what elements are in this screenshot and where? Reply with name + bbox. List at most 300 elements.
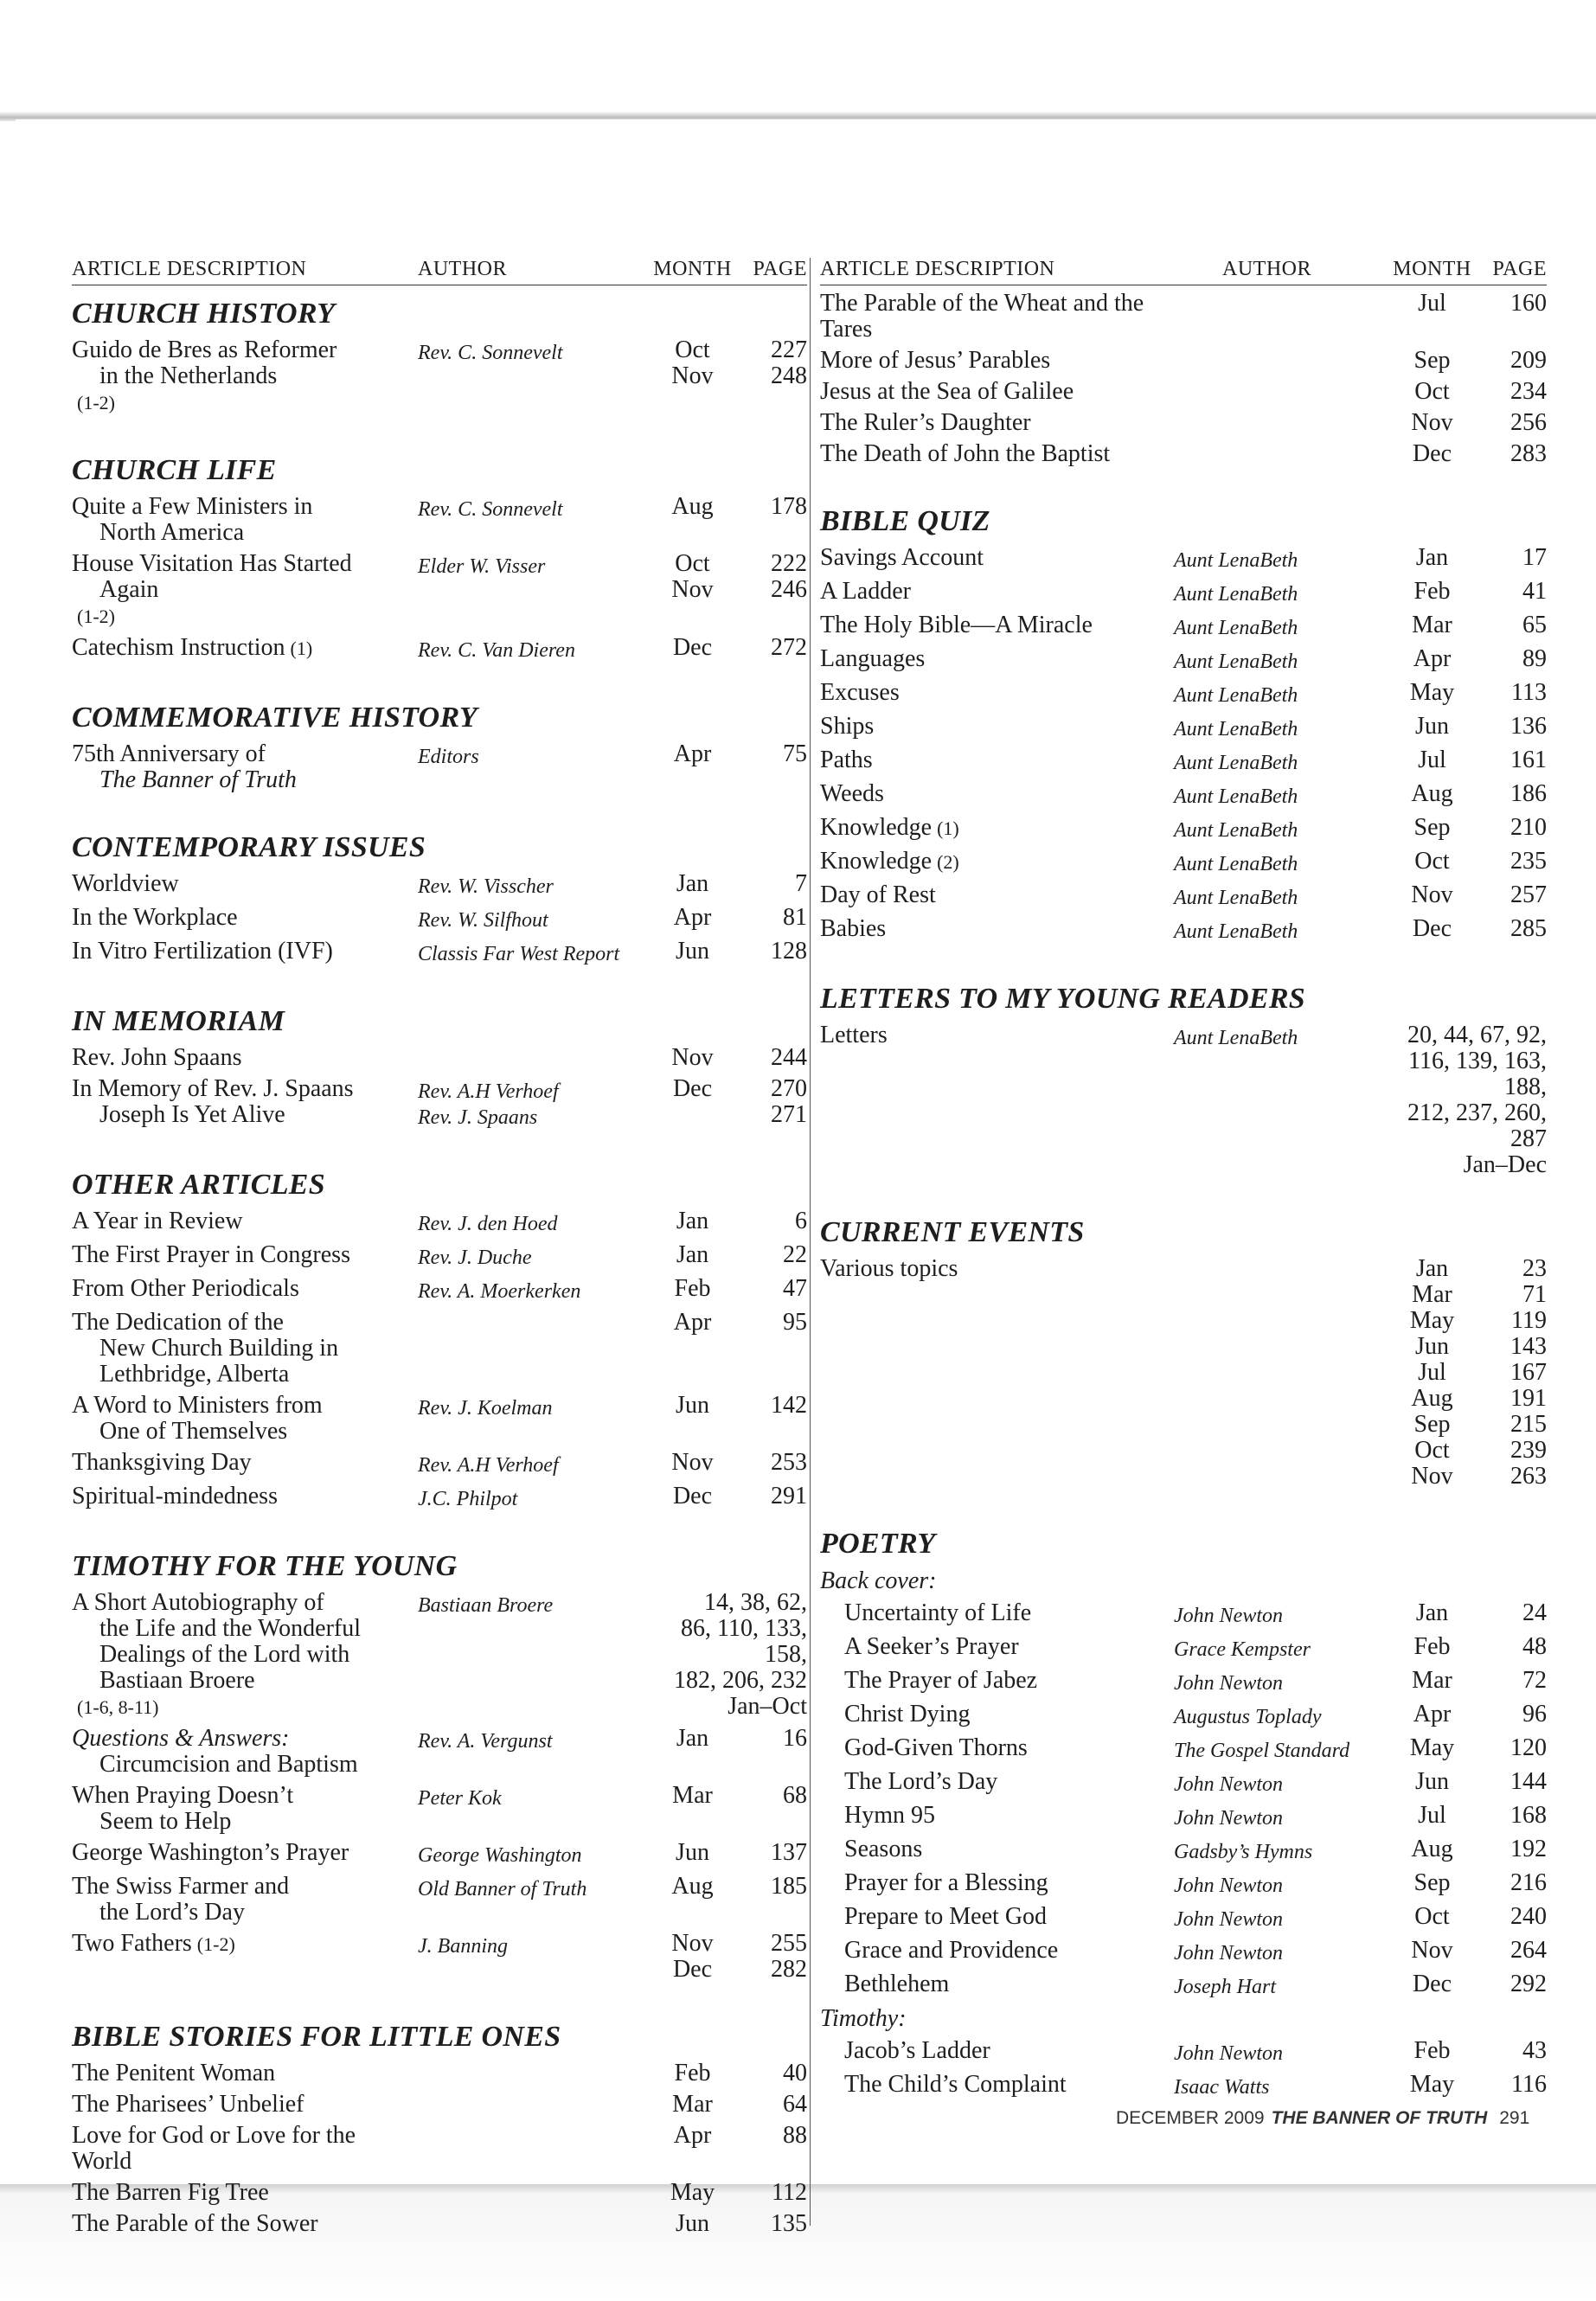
entry-title (72, 1835, 418, 1868)
entry-title (72, 866, 418, 900)
entry-title-line: A Seeker’s Prayer (844, 1633, 1019, 1660)
entry-page (1473, 1251, 1547, 1490)
entry-title (72, 1868, 418, 1926)
index-entry-row (820, 1899, 1547, 1932)
entry-title (72, 1926, 418, 1983)
entry-page (734, 630, 807, 663)
entry-page (1473, 877, 1547, 911)
entry-page (1473, 374, 1547, 405)
entry-author (418, 332, 651, 416)
month-value: Oct (1414, 1903, 1450, 1930)
entry-author (1170, 675, 1391, 708)
month-value: Apr (673, 904, 712, 931)
entry-month (1391, 675, 1473, 708)
entry-month (651, 1778, 734, 1835)
author-name: Aunt LenaBeth (1174, 651, 1298, 673)
entry-author (1170, 285, 1391, 343)
entry-title-line: Worldview (72, 870, 179, 897)
section-title: CONTEMPORARY ISSUES (72, 831, 426, 863)
index-entry-row (72, 332, 807, 416)
index-entry-row (820, 1595, 1547, 1629)
page-value: 41 (1522, 578, 1547, 605)
author-name: The Gospel Standard (1174, 1740, 1350, 1762)
entry-title-line: Weeds (820, 780, 884, 807)
page-value: 23 (1522, 1255, 1547, 1282)
section-heading-row (72, 793, 807, 866)
month-value: Jun (1415, 713, 1449, 740)
month-value: Jul (1418, 1359, 1446, 1386)
entry-part-label: (1-6, 8-11) (77, 1696, 159, 1718)
entry-month (651, 2206, 734, 2237)
index-entry-row (820, 1831, 1547, 1865)
entry-month (1391, 742, 1473, 776)
entry-page (1473, 1595, 1547, 1629)
entry-month (651, 1071, 734, 1131)
section-title: TIMOTHY FOR THE YOUNG (72, 1550, 458, 1582)
page-value: 143 (1510, 1333, 1547, 1360)
index-entry-row (820, 708, 1547, 742)
entry-title (72, 2175, 418, 2206)
entry-title (820, 1629, 1170, 1663)
page-value: 246 (771, 576, 807, 603)
section-heading-row (72, 285, 807, 333)
entry-page-list (1391, 1017, 1547, 1178)
section-heading-row (72, 1512, 807, 1585)
right-index-table (820, 119, 1547, 2100)
subheading-row (820, 2000, 1547, 2033)
index-page (16, 119, 1596, 2237)
entry-page (734, 2118, 807, 2175)
month-value: Sep (1413, 1869, 1451, 1896)
author-name: Rev. J. den Hoed (418, 1213, 558, 1235)
entry-author (1170, 1017, 1391, 1178)
entry-page (734, 1040, 807, 1071)
header-page: PAGE (734, 119, 807, 285)
section-title: POETRY (820, 1528, 936, 1560)
author-name: Aunt LenaBeth (1174, 684, 1298, 707)
entry-page (734, 546, 807, 630)
month-value: Sep (1413, 347, 1451, 374)
page-value: 64 (783, 2091, 807, 2118)
entry-page (734, 1868, 807, 1926)
month-value: Nov (671, 1044, 714, 1071)
entry-title-line: The Pharisees’ Unbelief (72, 2091, 304, 2118)
author-name: Augustus Toplady (1174, 1706, 1322, 1728)
entry-month (651, 1203, 734, 1237)
month-value: Nov (671, 1449, 714, 1476)
entry-page (734, 1304, 807, 1388)
entry-title (72, 1304, 418, 1388)
entry-month (651, 2175, 734, 2206)
entry-author (418, 2206, 651, 2237)
author-name: John Newton (1174, 1672, 1283, 1695)
entry-author (418, 1271, 651, 1304)
page-value: 256 (1510, 409, 1547, 436)
entry-title-line: Again (99, 576, 159, 603)
entry-title (820, 1831, 1170, 1865)
index-entry-row (820, 436, 1547, 467)
entry-page (734, 1835, 807, 1868)
page-value: 43 (1522, 2037, 1547, 2064)
entry-title (820, 405, 1170, 436)
section-heading-row (72, 416, 807, 489)
month-value: May (1409, 2071, 1455, 2098)
month-value: Sep (1413, 814, 1451, 841)
entry-page (1473, 1629, 1547, 1663)
entry-month (1391, 708, 1473, 742)
entry-title (72, 1040, 418, 1071)
entry-page (734, 933, 807, 967)
entry-month (651, 1304, 734, 1388)
entry-title-line: Excuses (820, 679, 900, 706)
entry-author (418, 489, 651, 546)
entry-author (1170, 1865, 1391, 1899)
index-entry-row (72, 1304, 807, 1388)
page-value: 244 (771, 1044, 807, 1071)
entry-title-line: The Banner of Truth (99, 766, 297, 793)
entry-author (1170, 1764, 1391, 1798)
page-value: 239 (1510, 1437, 1547, 1464)
section-heading-row (72, 1983, 807, 2055)
month-value: Dec (672, 634, 713, 661)
page-list-line: Jan–Dec (1463, 1151, 1547, 1178)
entry-author (1170, 574, 1391, 607)
page-value: 186 (1510, 780, 1547, 807)
entry-title (72, 1071, 418, 1131)
entry-title-line: Questions & Answers: (72, 1725, 290, 1752)
entry-month (1391, 1730, 1473, 1764)
author-name: Rev. W. Silfhout (418, 909, 548, 932)
entry-author (1170, 607, 1391, 641)
entry-title-line: The Lord’s Day (844, 1768, 998, 1795)
month-value: Feb (1413, 1633, 1451, 1660)
page-value: 128 (771, 938, 807, 965)
month-value: Jun (1415, 1333, 1449, 1360)
page-value: 95 (783, 1309, 807, 1336)
entry-author (418, 1926, 651, 1983)
entry-title (72, 900, 418, 933)
month-value: Mar (1412, 612, 1452, 638)
month-value: Nov (671, 1930, 714, 1957)
index-entry-row (820, 1730, 1547, 1764)
entry-title-line: The Barren Fig Tree (72, 2179, 269, 2206)
entry-page (734, 1203, 807, 1237)
author-name: John Newton (1174, 1908, 1283, 1931)
entry-title (820, 540, 1170, 574)
page-value: 72 (1522, 1667, 1547, 1694)
entry-page (1473, 2067, 1547, 2100)
entry-month (651, 1478, 734, 1512)
entry-month (1391, 776, 1473, 810)
index-entry-row (72, 1926, 807, 1983)
entry-author (1170, 2067, 1391, 2100)
index-entry-row (820, 877, 1547, 911)
page-list-line: Jan–Oct (727, 1693, 807, 1720)
entry-page (1473, 285, 1547, 343)
entry-title-line: In the Workplace (72, 904, 238, 931)
entry-author (418, 866, 651, 900)
entry-part-label: (2) (937, 851, 959, 873)
page-value: 81 (783, 904, 807, 931)
month-value: Feb (674, 1275, 711, 1302)
author-name: Grace Kempster (1174, 1638, 1311, 1661)
index-entry-row (72, 2206, 807, 2237)
entry-page (1473, 1966, 1547, 2000)
entry-page (1473, 911, 1547, 945)
index-entry-row (820, 574, 1547, 607)
section-title: LETTERS TO MY YOUNG READERS (820, 983, 1306, 1015)
author-name: John Newton (1174, 1605, 1283, 1627)
entry-title-line: Hymn 95 (844, 1802, 935, 1829)
entry-title-line: A Year in Review (72, 1208, 243, 1234)
entry-title-line: Rev. John Spaans (72, 1044, 242, 1071)
section-heading-row (72, 663, 807, 736)
entry-author (1170, 810, 1391, 843)
entry-author (418, 1445, 651, 1478)
entry-title-line: the Life and the Wonderful (99, 1615, 362, 1642)
entry-title-line: The Parable of the Sower (72, 2210, 318, 2237)
entry-month (651, 1271, 734, 1304)
entry-page (1473, 742, 1547, 776)
month-value: Aug (1411, 1836, 1453, 1862)
entry-part-label: (1-2) (196, 1933, 235, 1955)
entry-author (418, 1478, 651, 1512)
page-value: 120 (1510, 1734, 1547, 1761)
section-heading-row (820, 467, 1547, 540)
entry-month (1391, 911, 1473, 945)
entry-month (1391, 343, 1473, 374)
entry-title-line: A Ladder (820, 578, 911, 605)
entry-title (72, 2118, 418, 2175)
entry-month (1391, 1865, 1473, 1899)
page-value: 48 (1522, 1633, 1547, 1660)
entry-author (418, 1203, 651, 1237)
entry-page (1473, 708, 1547, 742)
author-name: Elder W. Visser (418, 555, 546, 578)
entry-title-line: The Penitent Woman (72, 2060, 276, 2086)
entry-title-line: Prayer for a Blessing (844, 1869, 1048, 1896)
entry-title (820, 675, 1170, 708)
page-value: 215 (1510, 1411, 1547, 1438)
month-value: Jan (676, 870, 709, 897)
entry-title-line: Lethbridge, Alberta (99, 1361, 290, 1388)
entry-title-line: Two Fathers (72, 1930, 192, 1957)
entry-title (820, 877, 1170, 911)
entry-title (72, 1237, 418, 1271)
month-value: May (670, 2179, 715, 2206)
month-value: Jun (1415, 1768, 1449, 1795)
entry-month (651, 489, 734, 546)
entry-page (734, 1237, 807, 1271)
page-value: 271 (771, 1101, 807, 1128)
index-entry-row (820, 1696, 1547, 1730)
entry-title (820, 574, 1170, 607)
entry-title (820, 1899, 1170, 1932)
month-value: Aug (671, 1873, 714, 1900)
index-entry-row (72, 630, 807, 663)
entry-title (820, 776, 1170, 810)
entry-page (1473, 2033, 1547, 2067)
entry-title-line: Knowledge (820, 848, 933, 875)
entry-title-line: Prepare to Meet God (844, 1903, 1048, 1930)
page-value: 178 (771, 493, 807, 520)
entry-title-line: Bethlehem (844, 1971, 950, 1997)
entry-title (72, 2086, 418, 2118)
entry-author (1170, 911, 1391, 945)
entry-title-line: Dealings of the Lord with (99, 1641, 350, 1668)
entry-title (820, 2033, 1170, 2067)
entry-author (418, 2175, 651, 2206)
index-entry-row (72, 1721, 807, 1778)
section-title: COMMEMORATIVE HISTORY (72, 702, 478, 734)
entry-title (820, 2067, 1170, 2100)
page-value: 283 (1510, 440, 1547, 467)
author-name: Aunt LenaBeth (1174, 617, 1298, 639)
index-entry-row (820, 843, 1547, 877)
entry-title-line: Guido de Bres as Reformer (72, 336, 337, 363)
entry-month (1391, 607, 1473, 641)
month-value: May (1409, 1307, 1455, 1334)
page-value: 185 (771, 1873, 807, 1900)
entry-month (651, 1445, 734, 1478)
entry-author (1170, 877, 1391, 911)
entry-title (820, 742, 1170, 776)
page-value: 116 (1511, 2071, 1547, 2098)
entry-author (1170, 374, 1391, 405)
section-heading-row (72, 967, 807, 1040)
entry-month (651, 332, 734, 416)
entry-month (1391, 1696, 1473, 1730)
index-entry-row (72, 489, 807, 546)
month-value: Aug (1411, 1385, 1453, 1412)
month-value: Mar (1412, 1281, 1452, 1308)
index-entry-row (72, 1868, 807, 1926)
entry-title-line: From Other Periodicals (72, 1275, 299, 1302)
index-entry-row (72, 1445, 807, 1478)
page-list-line: 182, 206, 232 (674, 1667, 807, 1694)
entry-month (651, 1388, 734, 1445)
index-entry-row (72, 1585, 807, 1721)
author-name: Aunt LenaBeth (1174, 819, 1298, 842)
page-value: 168 (1510, 1802, 1547, 1829)
page-value: 24 (1522, 1599, 1547, 1626)
page-value: 144 (1510, 1768, 1547, 1795)
entry-author (418, 1778, 651, 1835)
page-value: 75 (783, 740, 807, 767)
entry-author (1170, 1932, 1391, 1966)
entry-author (418, 1835, 651, 1868)
entry-title (820, 1764, 1170, 1798)
entry-author (418, 1721, 651, 1778)
page-value: 161 (1510, 747, 1547, 773)
month-value: Dec (672, 1483, 713, 1509)
entry-title-line: Seasons (844, 1836, 923, 1862)
entry-title-line: Uncertainty of Life (844, 1599, 1032, 1626)
entry-title (820, 607, 1170, 641)
header-month: MONTH (651, 119, 734, 285)
page-value: 160 (1510, 290, 1547, 317)
entry-title (820, 843, 1170, 877)
entry-month (1391, 405, 1473, 436)
index-entry-row (72, 736, 807, 793)
entry-title (820, 436, 1170, 467)
entry-month (1391, 1899, 1473, 1932)
month-value: Dec (1412, 915, 1452, 942)
index-entry-row (72, 933, 807, 967)
page-value: 263 (1510, 1463, 1547, 1490)
index-entry-row (820, 607, 1547, 641)
index-entry-row (72, 1778, 807, 1835)
page-value: 142 (771, 1392, 807, 1419)
entry-page (734, 1778, 807, 1835)
page-value: 137 (771, 1839, 807, 1866)
entry-page (1473, 607, 1547, 641)
page-value: 167 (1510, 1359, 1547, 1386)
entry-author (418, 1868, 651, 1926)
page-value: 257 (1510, 881, 1547, 908)
month-value: Jun (676, 2210, 709, 2237)
index-entry-row (72, 1040, 807, 1071)
entry-title-line: Seem to Help (99, 1808, 232, 1835)
index-entry-row (72, 2118, 807, 2175)
entry-page (1473, 641, 1547, 675)
entry-title-line: More of Jesus’ Parables (820, 347, 1051, 374)
entry-page (734, 489, 807, 546)
entry-page (734, 1388, 807, 1445)
month-value: May (1409, 679, 1455, 706)
entry-title-line: the Lord’s Day (99, 1899, 245, 1926)
entry-page (1473, 436, 1547, 467)
author-name: Old Banner of Truth (418, 1878, 587, 1900)
entry-page (734, 1271, 807, 1304)
entry-title (820, 374, 1170, 405)
entry-part-label: (1-2) (77, 606, 115, 627)
entry-month (651, 1835, 734, 1868)
page-value: 6 (795, 1208, 807, 1234)
index-entry-row (72, 2175, 807, 2206)
month-value: Apr (1413, 1701, 1452, 1727)
entry-page (734, 736, 807, 793)
author-name: Gadsby’s Hymns (1174, 1841, 1313, 1863)
entry-month (651, 1868, 734, 1926)
month-value: Jan (676, 1208, 709, 1234)
entry-page-list (651, 1585, 807, 1721)
entry-page (1473, 1899, 1547, 1932)
entry-author (1170, 436, 1391, 467)
entry-month (1391, 1251, 1473, 1490)
month-value: Aug (1411, 780, 1453, 807)
month-value: May (1409, 1734, 1455, 1761)
month-value: Jul (1418, 1802, 1446, 1829)
index-entry-row (820, 1932, 1547, 1966)
entry-title (820, 1595, 1170, 1629)
page-value: 136 (1510, 713, 1547, 740)
header-article-description: ARTICLE DESCRIPTION (72, 119, 418, 285)
entry-month (651, 933, 734, 967)
entry-part-label: (1) (937, 817, 959, 839)
index-entry-row (820, 2033, 1547, 2067)
month-value: Jul (1418, 290, 1446, 317)
entry-page (1473, 843, 1547, 877)
entry-author (1170, 1798, 1391, 1831)
index-entry-row (820, 343, 1547, 374)
header-author: AUTHOR (1170, 119, 1391, 285)
entry-month (1391, 877, 1473, 911)
subheading-label: Timothy: (820, 2005, 907, 2032)
entry-month (1391, 285, 1473, 343)
month-value: Jan (1415, 1255, 1449, 1282)
header-month: MONTH (1391, 119, 1473, 285)
